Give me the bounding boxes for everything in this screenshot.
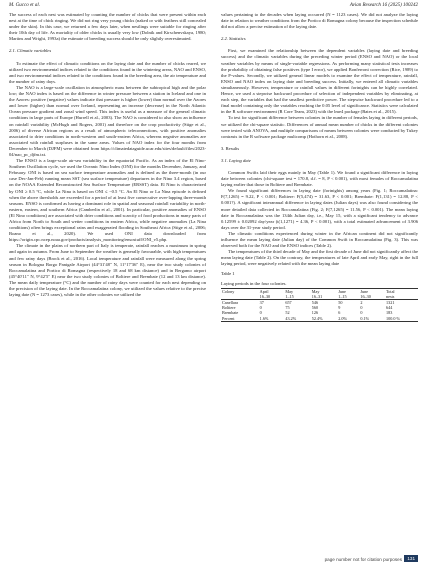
section-heading-statistics: 2.2. Statistics: [221, 36, 246, 42]
table-header-cell: May: [284, 288, 310, 294]
table-cell: 52: [285, 310, 290, 316]
section-heading-climatic: 2.1. Climatic variables: [9, 48, 52, 54]
table-header-cell: nests: [385, 294, 418, 300]
section-heading-results: 3. Results: [221, 145, 240, 151]
left-column: [9, 12, 206, 298]
table-header-cell: April: [259, 288, 285, 294]
table-header-cell: May: [311, 288, 337, 294]
table-cell: 546: [311, 300, 319, 306]
table-header-cell: 16–30: [359, 294, 385, 300]
table-cell: 183: [386, 310, 393, 316]
footer-note: page number not for citation purposes: [324, 557, 402, 562]
table-cell: 100.0 %: [385, 316, 418, 322]
table-header-cell: 1–15: [284, 294, 310, 300]
table-cell: 560: [311, 305, 319, 311]
page-number: 131: [404, 555, 418, 562]
table-cell: Percent: [221, 316, 259, 322]
table-cell: Boltiere: [222, 305, 236, 311]
table-cell: 0: [259, 310, 262, 316]
paragraph: The climatic conditions experienced during winter in the African continent did not significantly influence the mean laying date (Julian day) of the Common Swift in Roccamalatina (Fig. 3). This was observed both for the NAO and the ENSO indices (Table 2).: [221, 230, 418, 249]
table-cell: 50: [338, 300, 343, 306]
paragraph: The temperatures of the third decade of May and the first decade of June did not significantly affect the mean laying date (Table 2). On the contrary, the temperatures of late April and early May, right in the full laying period, were negatively related with the mean laying date: [221, 249, 418, 267]
header-authors: M. Gucco et al.: [9, 3, 40, 8]
table-cell: 2.0%: [337, 316, 359, 322]
table-cell: Canellara: [222, 300, 239, 306]
paragraph: Common Swifts laid their eggs mainly in May (Table 1). We found a significant difference in laying date between colonies (chi-square test = 170.8, d.f. = 8, P < 0.001), with most females of Roccamalatina laying earlier that those in Boltiere and Brembate.: [221, 169, 418, 188]
laying-periods-table: [221, 288, 418, 322]
table-cell: 2: [360, 300, 363, 306]
table-header-cell: 16–30: [259, 294, 285, 300]
table-cell: 644: [386, 305, 393, 311]
table-cell: 6: [338, 310, 341, 316]
paragraph: values pertaining to the decades when laying occurred (N = 1123 cases). We did not analyze the laying date in relation to weather conditions from the Portico di Romagna colony because the inspection schedule did not allow a precise estimation of the laying date.: [221, 12, 418, 30]
table-header-cell: June: [337, 288, 359, 294]
table-cell: 0: [360, 305, 363, 311]
table-cell: 0.1%: [359, 316, 385, 322]
table-header-cell: 16–31: [311, 294, 337, 300]
paragraph: To test for significant difference between colonies in the number of females laying in different periods, we utilized the chi-square statistic. Differences of annual mean number of chicks in the different colonies were tested with ANOVA, and multiple comparisons of means between colonies were conducted by Tukey contrasts in the R software package multcomp (Hothorn et al., 2008).: [221, 115, 418, 139]
table-cell: 52.4%: [311, 316, 337, 322]
paragraph: The ENSO is a large-scale air-sea variability in the equatorial Pacific. As an index of the El Nino-Southern Oscillation cycle, we used the Oceanic Nino Index (ONI) for the months December, January, and February. ONI is based on sea surface temperature anomalies and is defined as the three-month (in our case Dec-Jan-Feb) running mean SST (sea surface temperature) departures in the Nino 3.4 region, based on the NOAA Extended Reconstructed Sea Surface Temperature (ERSST) data. El Nino is characterized by ONI ≥ 0.5 °C, while La Nina is based on ONI ≤ −0.5 °C. An El Nino or La Nina episode is defined when the above thresholds are exceeded for a period of at least five consecutive over-lapping three-month seasons. ENSO is confirmed as having a dominant role in spatial and seasonal rainfall variability in north-eastern, eastern, and southern Africa (Camberlin et al., 2001). In particular, positive anomalies of ENSO (El Nino conditions) are associated with drier conditions and scarcity of food productions in many parts of Africa from North to South and wetter conditions in eastern Africa, while negative anomalies (La Nina conditions) often brings exceptional rains and exaggerated flooding in Southeast Africa (Stige et al., 2006; Boano et al., 2020). We used ONI data downloaded from https://origin.cpc.ncep.noaa.gov/products/analysis_monitoring/ensostuff/ONI_v5.php.: [9, 158, 206, 243]
table-cell: 75: [285, 305, 290, 311]
right-column: [221, 12, 418, 322]
paragraph: The climate in the plains of northern part of Italy is temperate, rainfall reaches a maximum in spring and again in autumn. From June to September the weather is generally favourable, with high temperatures and few rainy days (Brock et al., 2016). Local temperature and rainfall were measured along the spring season in Bologna Borgo Panigale Airport (44°31′48″ N, 11°17′36″ E), near the two study colonies of Roccamalatina and Portico di Romagna (respectively 18 and 68 km distance) and in Bergamo airport (45°40′11″ N, 9°42′5″ E) near the two study colonies of Boltiere and Brembate (12 and 13 km distance). The mean daily temperature (°C) and the number of rainy days were counted for each nest depending on the precision of the laying date. In the Roccamalatina colony, we utilized the values relative to the precise laying date (N = 1273 cases), while in the other colonies we utilized the: [9, 243, 206, 298]
table-cell: 1.6%: [259, 316, 285, 322]
table-row: [221, 316, 418, 322]
paragraph: To estimate the effect of climatic conditions on the laying date and the number of chicks reared, we utilized two environmental indices related to the conditions found in the wintering areas, NAO and ENSO, and two environmental indices related to the conditions found in the breeding area, the air temperature and the number of rainy days.: [9, 60, 206, 84]
table-label: Table 1: [221, 271, 235, 277]
table-cell: 9: [338, 305, 341, 311]
table-cell: 0: [360, 310, 363, 316]
table-cell: 0: [259, 305, 262, 311]
paragraph: The NAO is a large-scale oscillation in atmospheric mass between the subtropical high and the polar low; the NAO index is based on the difference in winter pressure between a station in Iceland and one in the Azores: positive (negative) values indicate that pressure is higher (lower) than normal over the Azores and lower (higher) than normal over Iceland, representing an increase (decrease) in the North Atlantic Ocean pressure gradient and zonal wind speed. This index is useful as a measure of the general climatic conditions in large parts of Europe (Hurrell et al., 2003). The NAO is considered to also show an influence on rainfall variability (McHugh and Rogers, 2001) and therefore on the crop productivity (Stige et al., 2006) of diverse African regions as a result of atmospheric teleconnections, with positive anomalies associated to drier conditions in north-western and south-eastern Africa, whereas negative anomalies are associated with rainfall surpluses in the same areas. Values of NAO index for the four months from December to March (DJFM) were obtained from https://climatedataguide.ucar.edu/sites/default/files/2023-04/nao_pc_djfm.txt.: [9, 84, 206, 157]
table-cell: Brembate: [222, 310, 239, 316]
table-cell: 43.2%: [284, 316, 310, 322]
table-header-cell: Total: [385, 288, 418, 294]
table-header-cell: June: [359, 288, 385, 294]
header-journal: Avian Research 16 (2025) 100242: [349, 3, 418, 8]
table-cell: 126: [311, 310, 319, 316]
table-header-cell: 1–15: [337, 294, 359, 300]
paragraph: We found significant differences in laying date (fortnights) among years (Fig. 1; Roccamalatina: F(7,1265) = 9.22, P < 0.001; Boltiere: F(5,474) = 31.63, P < 0.001; Brembate: F(1,131) = 12.88, P < 0.001?). A significant interannual difference in laying dates (Julian days) was also found considering the more detailed data collected in Roccamalatina (Fig. 2; F(7,1265) = 11.56, P < 0.001). The mean laying date in Roccamalatina was the 134th Julian day, i.e., May 15, with a significant tendency to advance 0.12599 ± 0.02092 day/year (t(1,1271) = 4.36, P < 0.001), with a total estimated advancement of 3.906 days over the 31-year study period.: [221, 188, 418, 230]
table-cell: 1321: [386, 300, 395, 306]
paragraph: The success of each nest was estimated by counting the number of chicks that were present within each nest at the time of chick ringing. We did not ring very young chicks (naked or with feathers still concealed under the skin). In this case, we returned a few days later, when nestlings were suitable for ringing after their 10th day of life. As mortality of older chicks is usually very low (Dolnik and Kirschenvskaya, 1980; Martins and Wright, 1993a) the estimate of breeding success should be only slightly overestimated.: [9, 12, 206, 42]
table-caption: Laying periods in the four colonies.: [221, 281, 287, 287]
table-cell: 37: [259, 300, 264, 306]
table-header-cell: Colony: [221, 288, 259, 294]
table-cell: 657: [285, 300, 292, 306]
paragraph: First, we examined the relationship between the dependent variables (laying date and breeding success) and the climatic variables during the preceding winter period (ENSO and NAO) or the local weather variables by means of single-variable regressions. As performing many statistical tests increases the probability of obtaining false positives (type I error), we applied Bonferroni correction (Rice, 1989) to the P-values. Secondly, we utilized general linear models to examine the effect of temperature, rainfall, ENSO and NAO index on laying date and breeding success. Initially, we entered all climatic variables simultaneously. However, temperature or rainfall values in different fortnights can be highly correlated. Hence, we used a stepwise backward procedure of selection of independent variables by eliminating, at each step, the variables that had the smallest predictive power. The stepwise backward procedure led to a final model containing only the variables reaching the 0.05 level of significance. Statistics were calculated in the R software environment (R Core Team, 2023) with the lme4 package (Bates et al., 2015).: [221, 48, 418, 115]
section-heading-laying-date: 3.1. Laying date: [221, 157, 251, 163]
